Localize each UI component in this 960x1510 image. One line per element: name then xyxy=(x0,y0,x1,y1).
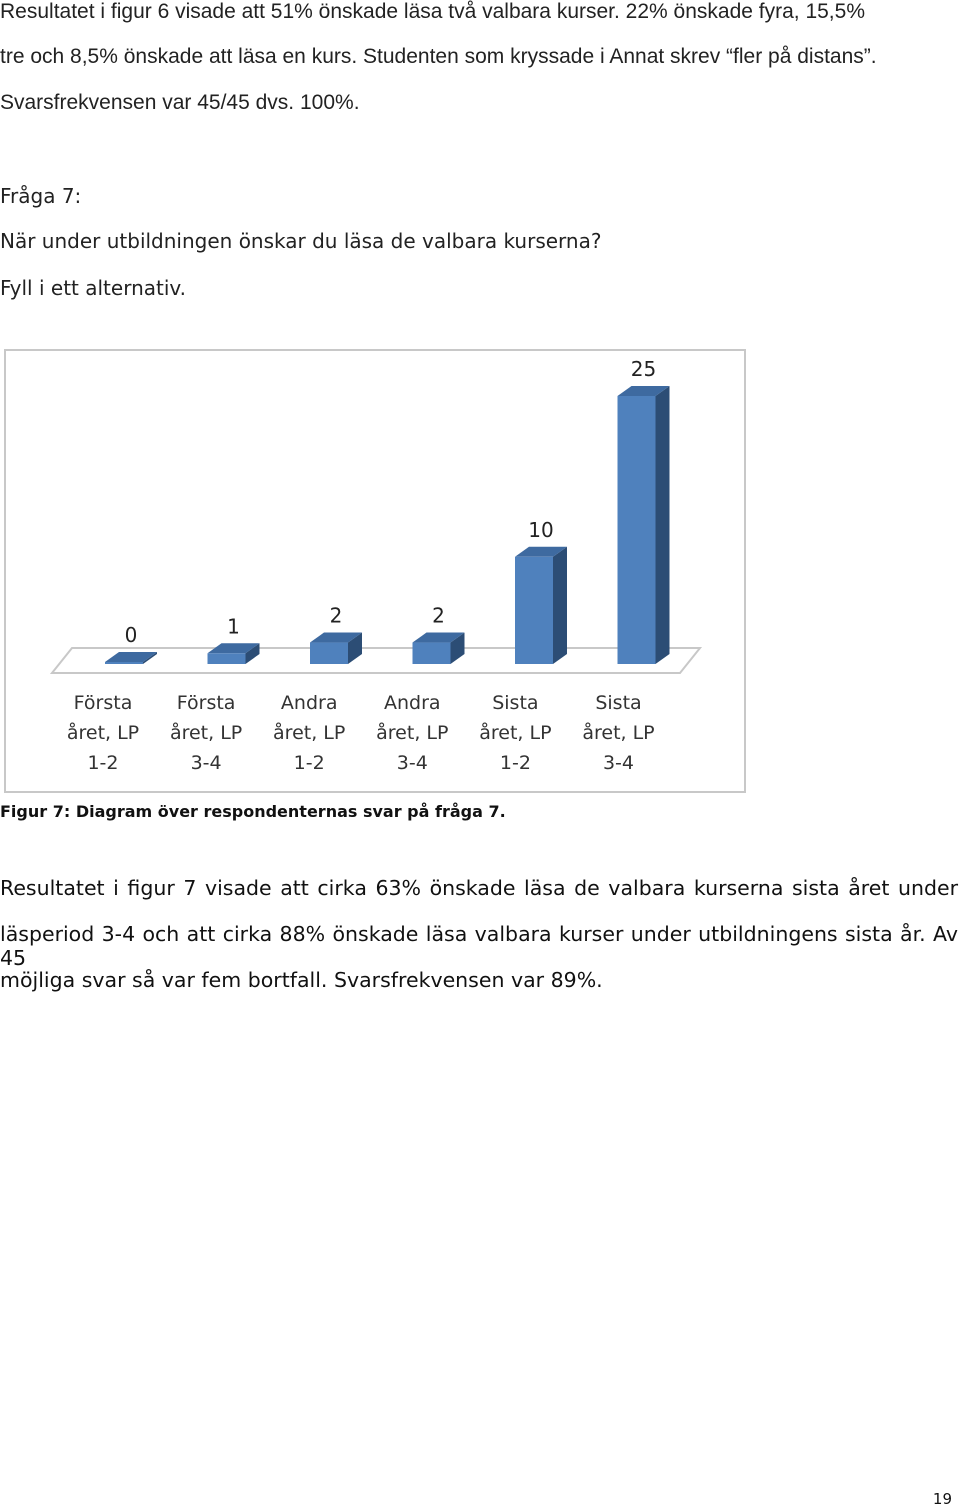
bar-5 xyxy=(618,396,656,664)
category-label-3-0: Andra xyxy=(384,692,441,714)
category-label-4-2: 1-2 xyxy=(499,752,531,774)
bar-side-5 xyxy=(656,386,670,664)
category-label-5-0: Sista xyxy=(595,692,642,714)
question-text: När under utbildningen önskar du läsa de valbara kurserna? xyxy=(0,229,602,253)
category-label-0-1: året, LP xyxy=(66,722,140,744)
chart-canvas xyxy=(6,351,746,793)
category-label-0-0: Första xyxy=(73,692,133,714)
bar-0 xyxy=(105,662,143,664)
question-instruction: Fyll i ett alternativ. xyxy=(0,276,187,300)
category-label-1-0: Första xyxy=(176,692,236,714)
question-label: Fråga 7: xyxy=(0,184,82,208)
category-label-2-0: Andra xyxy=(280,692,338,714)
category-label-4-0: Sista xyxy=(492,692,539,714)
data-label-0: 0 xyxy=(124,623,138,647)
data-label-4: 10 xyxy=(528,517,554,542)
intro-line-1: Resultatet i figur 6 visade att 51% önskade läsa två valbara kurser. 22% önskade fyra, 15,5% xyxy=(0,0,865,23)
category-label-2-2: 1-2 xyxy=(293,752,325,774)
category-label-5-1: året, LP xyxy=(582,722,655,744)
result-line-1: Resultatet i figur 7 visade att cirka 63% önskade läsa de valbara kurserna sista året under xyxy=(0,876,958,900)
category-label-0-2: 1-2 xyxy=(87,752,119,774)
data-label-3: 2 xyxy=(432,603,445,628)
intro-line-2: tre och 8,5% önskade att läsa en kurs. Studenten som kryssade i Annat skrev “fler på distans”. xyxy=(0,45,877,68)
bar-3 xyxy=(413,643,451,664)
bar-2 xyxy=(310,643,348,664)
intro-line-3: Svarsfrekvensen var 45/45 dvs. 100%. xyxy=(0,91,360,114)
bar-side-4 xyxy=(553,547,567,664)
result-line-3: möjliga svar så var fem bortfall. Svarsfrekvensen var 89%. xyxy=(0,968,603,992)
figure-caption: Figur 7: Diagram över respondenternas svar på fråga 7. xyxy=(0,802,506,821)
data-label-5: 25 xyxy=(630,357,657,381)
result-line-2: läsperiod 3-4 och att cirka 88% önskade läsa valbara kurser under utbildningens sista år. Av 45 xyxy=(0,922,958,970)
category-label-1-2: 3-4 xyxy=(190,752,222,774)
page-number: 19 xyxy=(932,1490,952,1508)
category-label-3-2: 3-4 xyxy=(396,752,428,774)
data-label-2: 2 xyxy=(329,603,343,628)
bar-4 xyxy=(515,557,553,664)
bar-chart xyxy=(4,349,746,793)
category-label-2-1: året, LP xyxy=(273,722,346,744)
chart-floor xyxy=(52,648,700,673)
category-label-5-2: 3-4 xyxy=(602,752,635,774)
data-label-1: 1 xyxy=(227,614,240,639)
bar-1 xyxy=(208,653,246,664)
category-label-1-1: året, LP xyxy=(169,722,243,744)
category-label-4-1: året, LP xyxy=(479,722,552,744)
category-label-3-1: året, LP xyxy=(376,722,449,744)
